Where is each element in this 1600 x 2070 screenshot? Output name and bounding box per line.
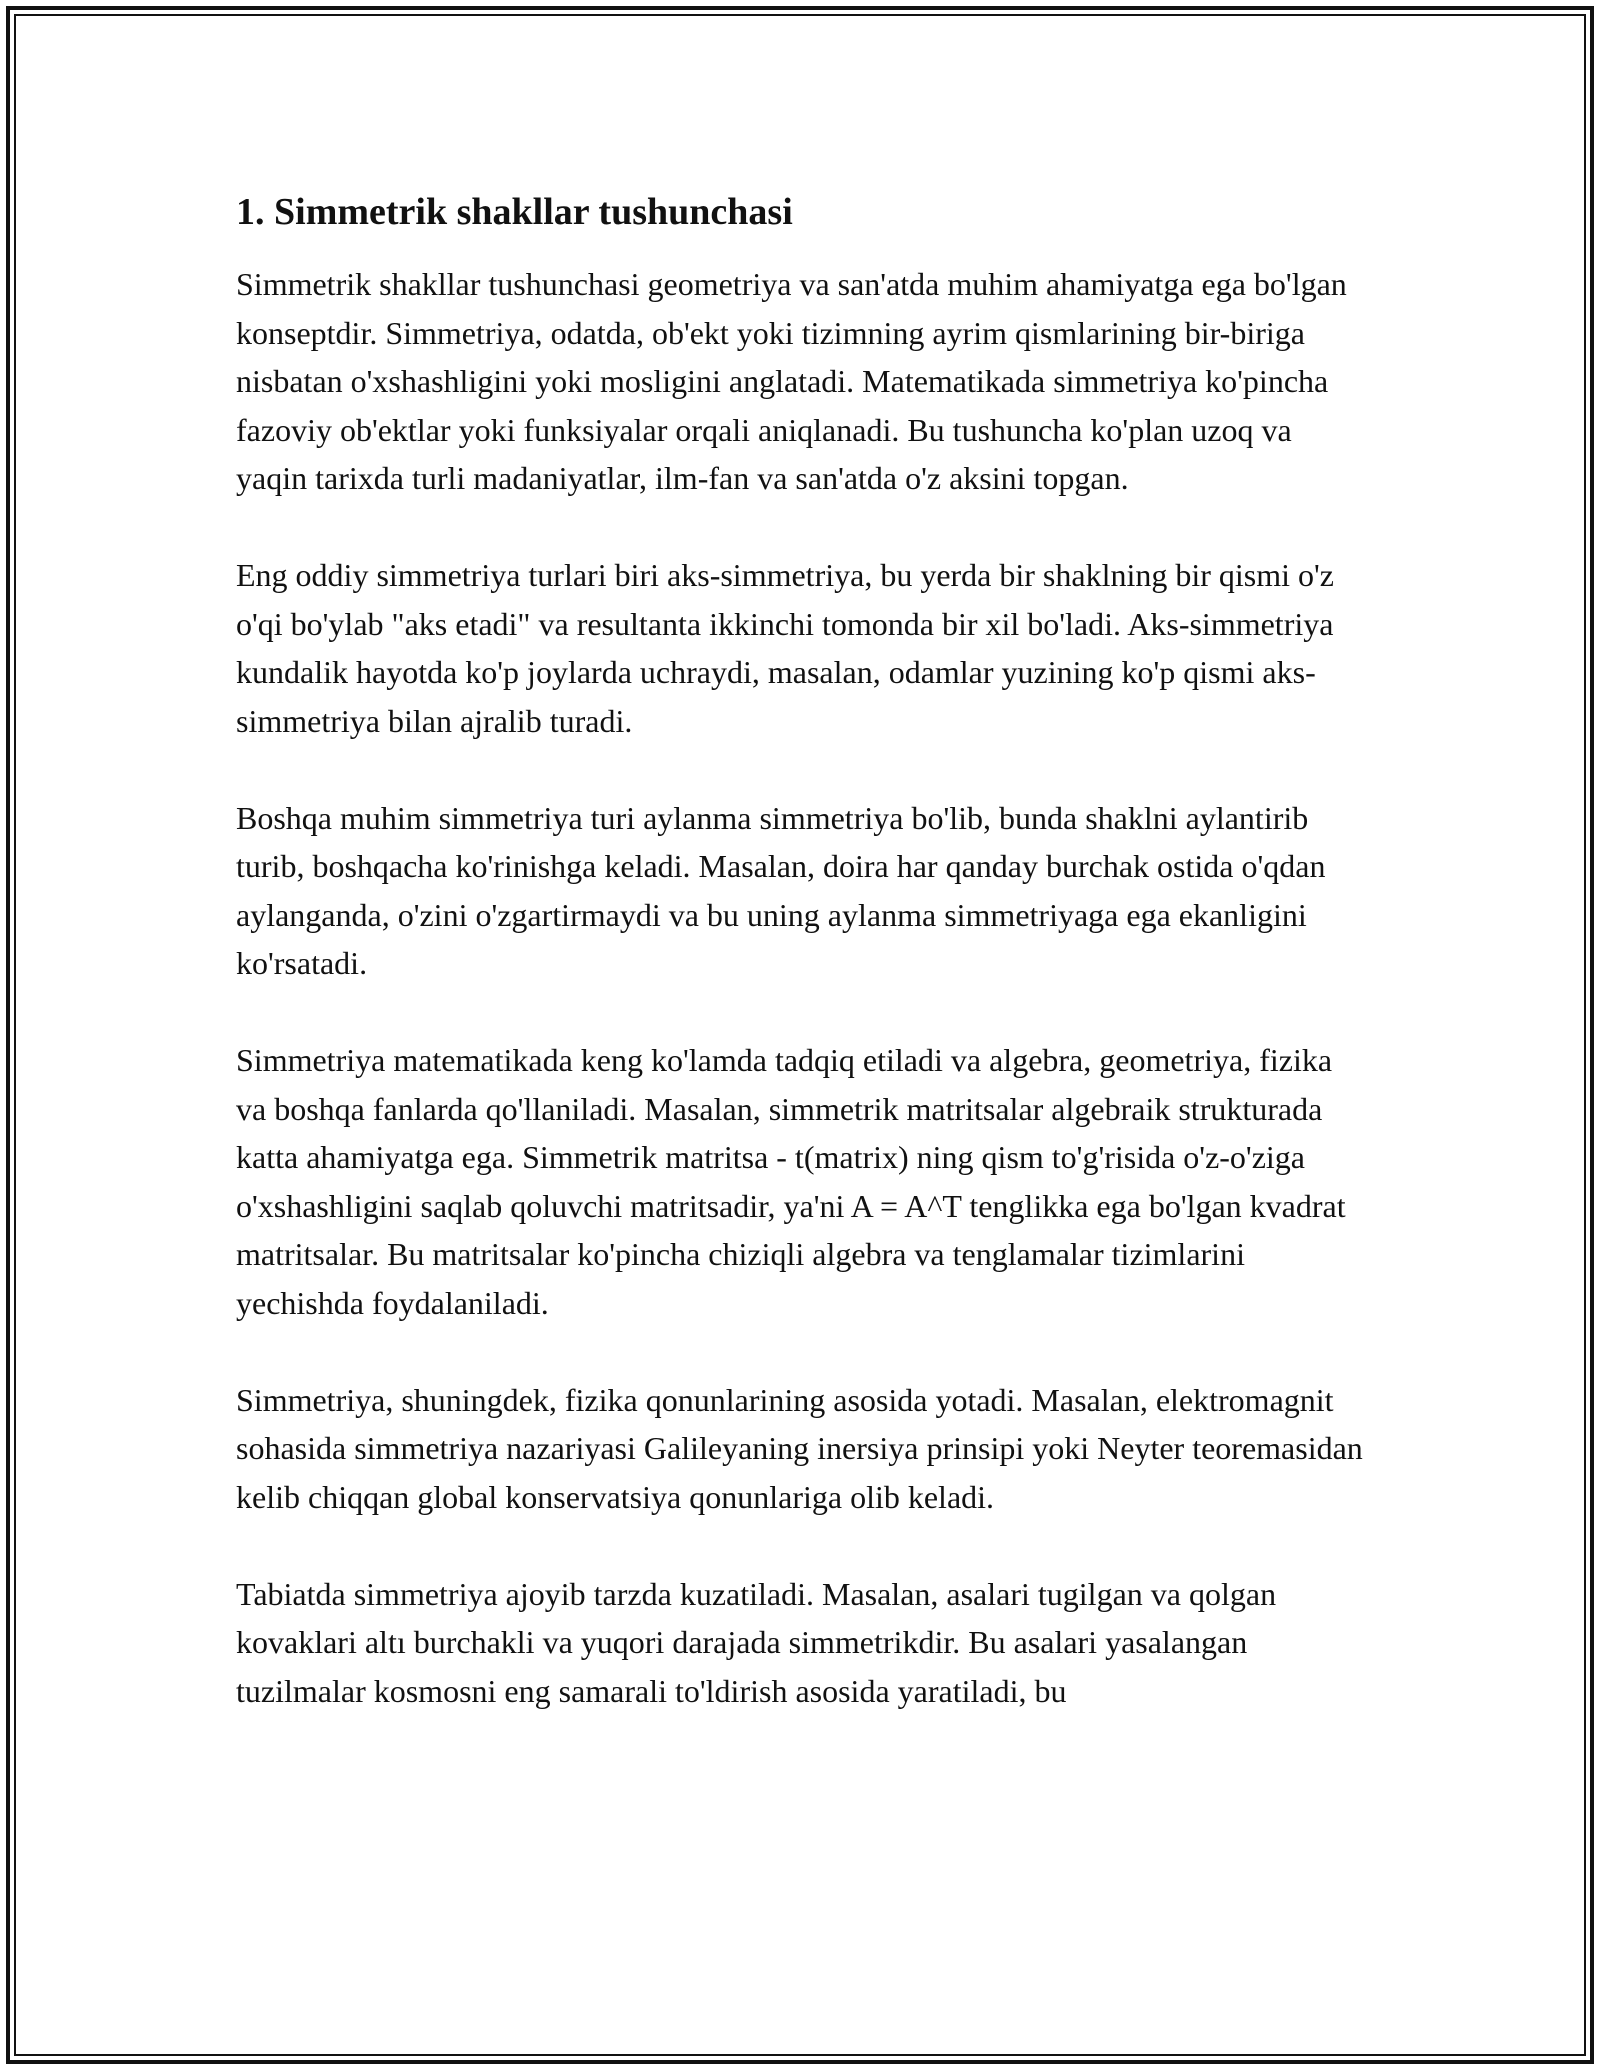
paragraph-physics-symmetry: Simmetriya, shuningdek, fizika qonunlarining asosida yotadi. Masalan, elektromagnit sohasida simmetriya nazariyasi Galileyaning inersiya prinsipi yoki Neyter teoremasidan kelib chiqqan global konservatsiya qonunlariga olib keladi.: [236, 1381, 1363, 1515]
paragraph-rotational-symmetry: Boshqa muhim simmetriya turi aylanma simmetriya bo'lib, bunda shaklni aylantirib turib, boshqacha ko'rinishga keladi. Masalan, doira har qanday burchak ostida o'qdan aylanganda, o'zini o'zgartirmaydi va bu uning aylanma simmetriyaga ega ekanligini ko'rsatadi.: [236, 799, 1326, 981]
paragraph-symmetric-matrices: Simmetriya matematikada keng ko'lamda tadqiq etiladi va algebra, geometriya, fizika va boshqa fanlarda qo'llaniladi. Masalan, simmetrik matritsalar algebraik strukturada katta ahamiyatga ega. Simmetrik matritsa - t(matrix) ning qism to'g'risida o'z-o'ziga o'xshashligini saqlab qoluvchi matritsadir, ya'ni A = A^T tenglikka ega bo'lgan kvadrat matritsalar. Bu matritsalar ko'pincha chiziqli algebra va tenglamalar tizimlarini yechishda foydalaniladi.: [236, 1042, 1346, 1321]
paragraph-reflection-symmetry: Eng oddiy simmetriya turlari biri aks-simmetriya, bu yerda bir shaklning bir qismi o'z o'qi bo'ylab "aks etadi" va resultanta ikkinchi tomonda bir xil bo'ladi. Aks-simmetriya kundalik hayotda ko'p joylarda uchraydi, masalan, odamlar yuzining ko'p qismi aks-simmetriya bilan ajralib turadi.: [236, 557, 1334, 739]
document-body: [236, 184, 1366, 1764]
paragraph-definition: Simmetrik shakllar tushunchasi geometriya va san'atda muhim ahamiyatga ega bo'lgan konseptdir. Simmetriya, odatda, ob'ekt yoki tizimning ayrim qismlarining bir-biriga nisbatan o'xshashligini yoki mosligini anglatadi. Matematikada simmetriya ko'pincha fazoviy ob'ektlar yoki funksiyalar orqali aniqlanadi. Bu tushuncha ko'plan uzoq va yaqin tarixda turli madaniyatlar, ilm-fan va san'atda o'z aksini topgan.: [236, 266, 1347, 496]
paragraph-nature-symmetry: Tabiatda simmetriya ajoyib tarzda kuzatiladi. Masalan, asalari tugilgan va qolgan kovaklari altı burchakli va yuqori darajada simmetrikdir. Bu asalari yasalangan tuzilmalar kosmosni eng samarali to'ldirish asosida yaratiladi, bu: [236, 1575, 1277, 1709]
section-heading: 1. Simmetrik shakllar tushunchasi: [236, 191, 793, 233]
